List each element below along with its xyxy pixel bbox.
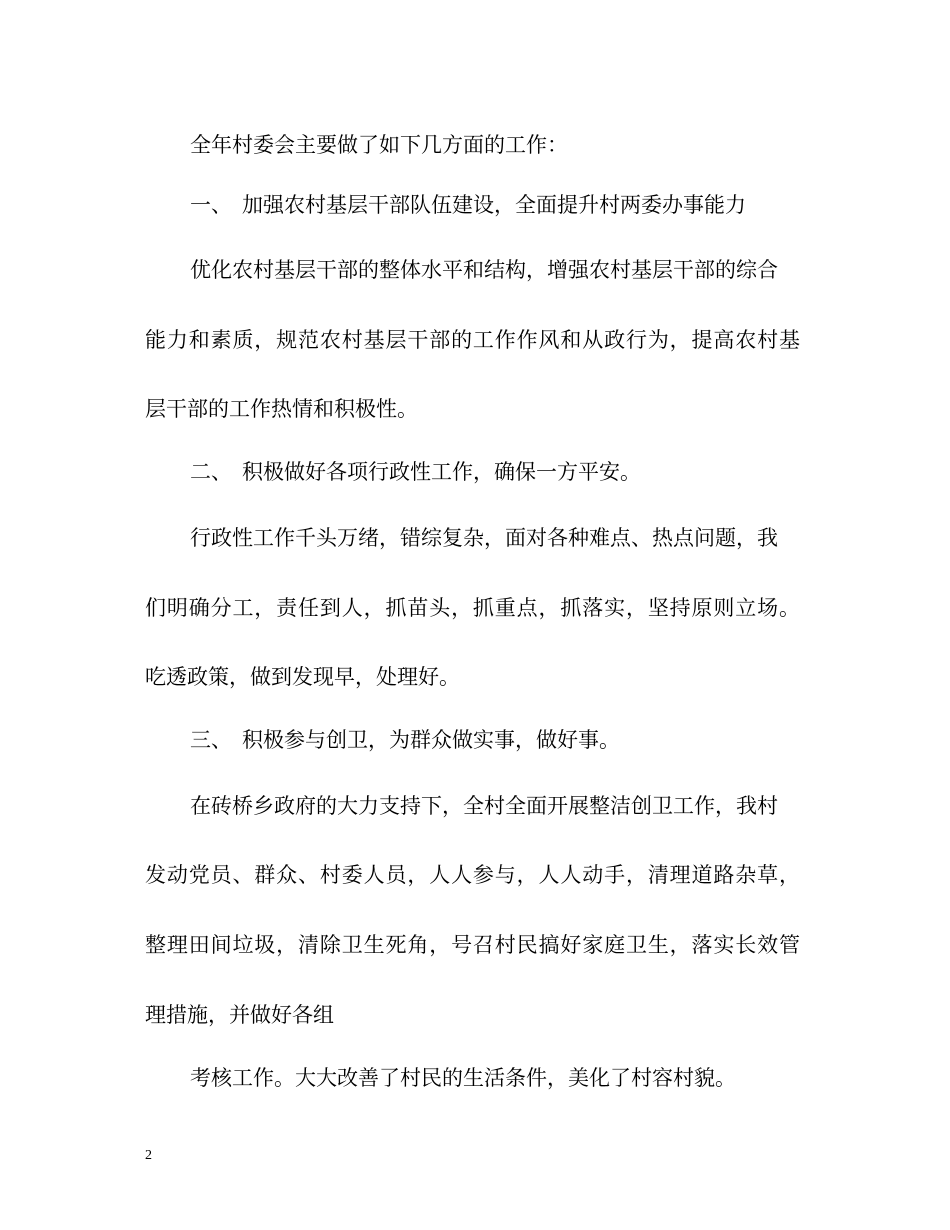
section-3-line-2: 发动党员、群众、村委人员，人人参与，人人动手，清理道路杂草， — [145, 863, 800, 887]
section-3-line-1: 在砖桥乡政府的大力支持下，全村全面开展整洁创卫工作，我村 — [190, 794, 778, 818]
page-number: 2 — [145, 1148, 152, 1163]
section-1-line-3: 层干部的工作热情和积极性。 — [145, 397, 418, 421]
section-1-line-1: 优化农村基层干部的整体水平和结构，增强农村基层干部的综合 — [190, 258, 778, 282]
section-2-heading — [190, 457, 850, 487]
section-2-title: 积极做好各项行政性工作，确保一方平安。 — [242, 460, 641, 484]
section-3-number: 三、 — [190, 728, 232, 752]
section-1-number: 一、 — [190, 193, 232, 217]
intro-line: 全年村委会主要做了如下几方面的工作： — [190, 133, 568, 157]
section-1-heading — [190, 190, 850, 220]
section-3-line-4: 理措施，并做好各组 — [145, 1003, 334, 1027]
section-2-line-1: 行政性工作千头万绪，错综复杂，面对各种难点、热点问题，我 — [190, 526, 778, 550]
section-1-title: 加强农村基层干部队伍建设，全面提升村两委办事能力 — [242, 193, 746, 217]
section-2-line-3: 吃透政策，做到发现早，处理好。 — [145, 665, 460, 689]
section-2-number: 二、 — [190, 460, 232, 484]
closing-line: 考核工作。大大改善了村民的生活条件，美化了村容村貌。 — [190, 1066, 736, 1090]
section-3-line-3: 整理田间垃圾，清除卫生死角，号召村民搞好家庭卫生，落实长效管 — [145, 933, 800, 957]
section-3-title: 积极参与创卫，为群众做实事，做好事。 — [242, 728, 620, 752]
section-1-line-2: 能力和素质，规范农村基层干部的工作作风和从政行为，提高农村基 — [145, 328, 800, 352]
section-2-line-2: 们明确分工，责任到人，抓苗头，抓重点，抓落实，坚持原则立场。 — [145, 596, 800, 620]
section-3-heading — [190, 725, 850, 755]
